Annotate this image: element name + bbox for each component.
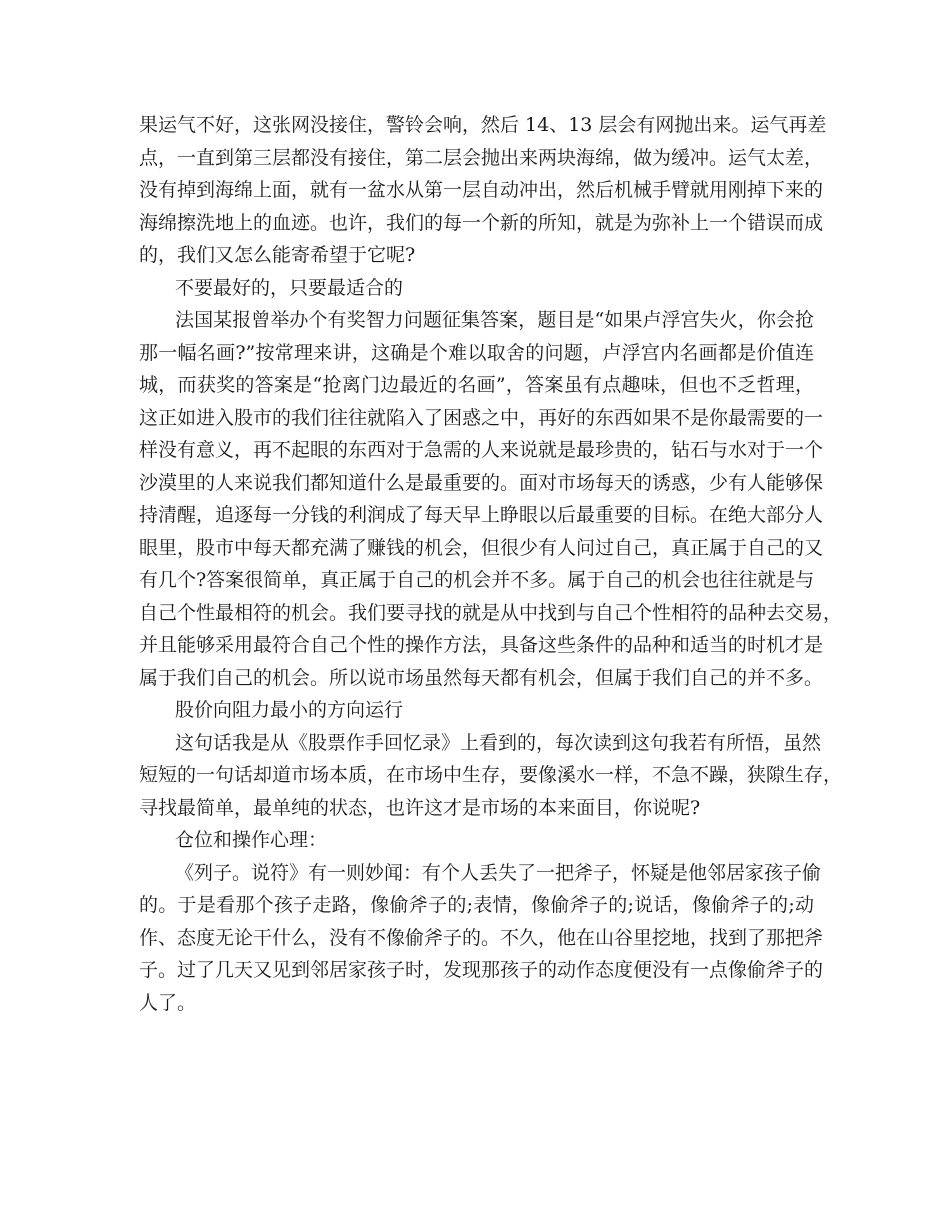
paragraph-line: 并且能够采用最符合自己个性的操作方法，具备这些条件的品种和适当的时机才是 [139,634,824,656]
paragraph-line: 自己个性最相符的机会。我们要寻找的就是从中找到与自己个性相符的品种去交易， [139,601,843,624]
document-body [139,109,843,1019]
section-heading: 股价向阻力最小的方向运行 [175,699,404,721]
paragraph-line: 城，而获奖的答案是“抢离门边最近的名画”，答案虽有点趣味，但也不乏哲理， [139,374,814,396]
paragraph-line: 的。于是看那个孩子走路，像偷斧子的;表情，像偷斧子的;说话，像偷斧子的;动 [139,894,814,916]
paragraph-line: 那一幅名画?”按常理来讲，这确是个难以取舍的问题，卢浮宫内名画都是价值连 [139,341,814,364]
paragraph-line: 子。过了几天又见到邻居家孩子时，发现那孩子的动作态度便没有一点像偷斧子的 [139,959,824,981]
paragraph-line: 海绵擦洗地上的血迹。也许，我们的每一个新的所知，就是为弥补上一个错误而成 [139,211,824,234]
section-heading: 不要最好的，只要最适合的 [175,276,404,299]
section-heading: 仓位和操作心理： [175,829,328,851]
paragraph-line: 这句话我是从《股票作手回忆录》上看到的，每次读到这句我若有所悟，虽然 [175,731,822,754]
paragraph-line: 《列子。说符》有一则妙闻：有个人丢失了一把斧子，怀疑是他邻居家孩子偷 [175,861,822,884]
paragraph-line: 属于我们自己的机会。所以说市场虽然每天都有机会，但属于我们自己的并不多。 [139,666,824,689]
paragraph-line: 作、态度无论干什么，没有不像偷斧子的。不久，他在山谷里挖地，找到了那把斧 [139,926,824,949]
paragraph-line: 法国某报曾举办个有奖智力问题征集答案，题目是“如果卢浮宫失火，你会抢 [175,309,814,331]
paragraph-line: 点，一直到第三层都没有接住，第二层会抛出来两块海绵，做为缓冲。运气太差， [139,146,824,169]
paragraph-line: 没有掉到海绵上面，就有一盆水从第一层自动冲出，然后机械手臂就用刚掉下来的 [139,179,824,201]
paragraph-line: 的，我们又怎么能寄希望于它呢? [139,244,416,266]
paragraph-line: 有几个?答案很简单，真正属于自己的机会并不多。属于自己的机会也往往就是与 [139,569,815,591]
paragraph-line: 这正如进入股市的我们往往就陷入了困惑之中，再好的东西如果不是你最需要的一 [139,406,824,429]
paragraph-line: 持清醒，追逐每一分钱的利润成了每天早上睁眼以后最重要的目标。在绝大部分人 [139,504,824,526]
paragraph-line: 人了。 [139,991,197,1014]
paragraph-line: 沙漠里的人来说我们都知道什么是最重要的。面对市场每天的诱惑，少有人能够保 [139,471,824,494]
paragraph-line: 短短的一句话却道市场本质，在市场中生存，要像溪水一样，不急不躁，狭隙生存， [139,764,843,786]
paragraph-line: 样没有意义，再不起眼的东西对于急需的人来说就是最珍贵的，钻石与水对于一个 [139,439,824,461]
paragraph-line: 果运气不好，这张网没接住，警铃会响，然后 14、13 层会有网抛出来。运气再差 [139,114,827,136]
paragraph-line: 寻找最简单，最单纯的状态，也许这才是市场的本来面目，你说呢? [139,796,701,819]
paragraph-line: 眼里，股市中每天都充满了赚钱的机会，但很少有人问过自己，真正属于自己的又 [139,536,824,559]
